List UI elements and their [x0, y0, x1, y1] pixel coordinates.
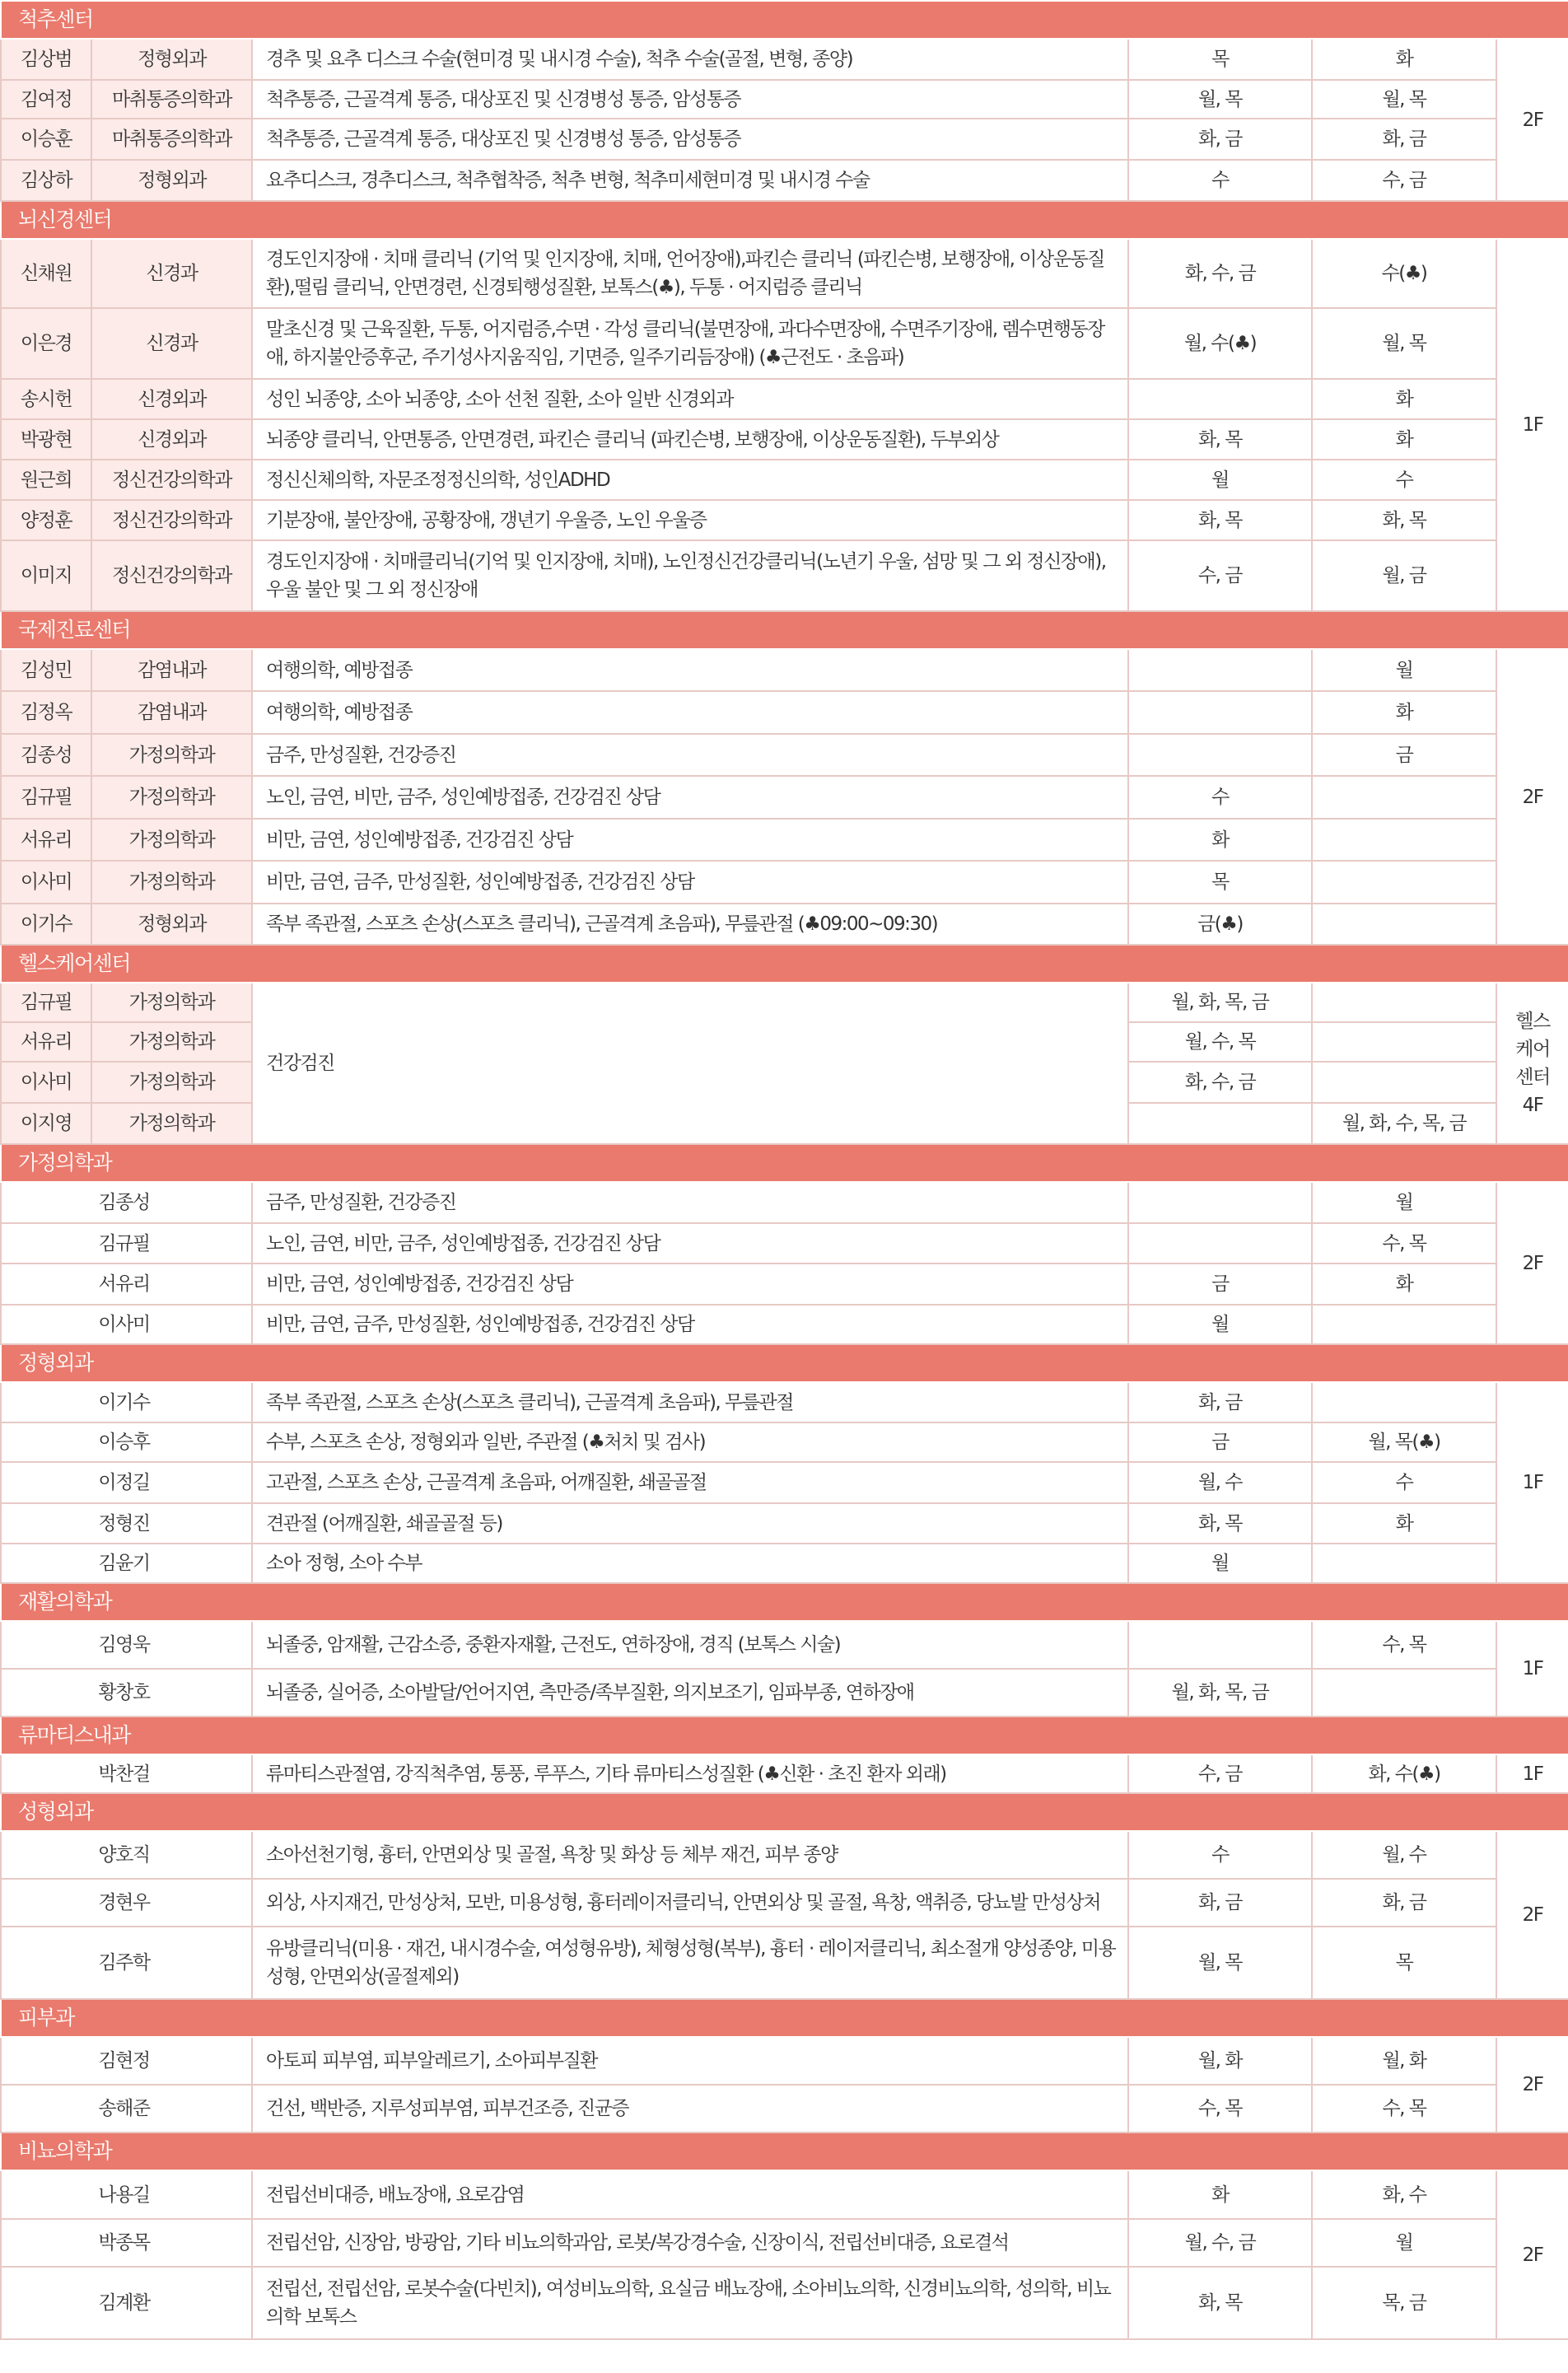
doctor-name: 김정옥 — [1, 691, 91, 734]
am-days: 금 — [1128, 1422, 1312, 1462]
am-days: 월, 수(♣) — [1128, 308, 1312, 379]
section-header-health — [1, 945, 1568, 983]
doctor-row — [1, 861, 1568, 904]
specialty: 뇌종양 클리닉, 안면통증, 안면경련, 파킨슨 클리닉 (파킨슨병, 보행장애, 이상운동질환), 두부외상 — [252, 419, 1128, 460]
pm-days: 월, 목 — [1312, 80, 1496, 119]
floor-label: 2F — [1496, 1182, 1568, 1344]
doctor-row — [1, 80, 1568, 119]
doctor-name: 양호직 — [1, 1831, 252, 1879]
pm-days: 월 — [1312, 2219, 1496, 2267]
doctor-row — [1, 1879, 1568, 1927]
specialty: 고관절, 스포츠 손상, 근골격계 초음파, 어깨질환, 쇄골골절 — [252, 1462, 1128, 1503]
department: 마취통증의학과 — [91, 119, 252, 160]
doctor-row — [1, 1544, 1568, 1583]
pm-days — [1312, 1022, 1496, 1062]
pm-days: 화 — [1312, 1264, 1496, 1305]
pm-days — [1312, 1669, 1496, 1717]
doctor-row — [1, 1264, 1568, 1305]
pm-days: 월 — [1312, 1182, 1496, 1223]
am-days — [1128, 1223, 1312, 1264]
doctor-row — [1, 691, 1568, 734]
specialty: 요추디스크, 경추디스크, 척추협착증, 척추 변형, 척추미세현미경 및 내시경 수술 — [252, 160, 1128, 201]
specialty: 소아선천기형, 흉터, 안면외상 및 골절, 욕창 및 화상 등 체부 재건, 피부 종양 — [252, 1831, 1128, 1879]
department: 가정의학과 — [91, 983, 252, 1022]
pm-days: 월, 목 — [1312, 308, 1496, 379]
am-days: 화, 목 — [1128, 2267, 1312, 2339]
pm-days: 수, 목 — [1312, 2085, 1496, 2132]
section-header-family — [1, 1144, 1568, 1182]
specialty: 외상, 사지재건, 만성상처, 모반, 미용성형, 흉터레이저클리닉, 안면외상 및 골절, 욕창, 액취증, 당뇨발 만성상처 — [252, 1879, 1128, 1927]
am-days: 화, 목 — [1128, 500, 1312, 540]
pm-days: 화 — [1312, 1503, 1496, 1544]
section-header-derm — [1, 1999, 1568, 2037]
pm-days: 수 — [1312, 1462, 1496, 1503]
doctor-name: 김영욱 — [1, 1621, 252, 1669]
section-title: 헬스케어센터 — [1, 945, 1568, 983]
doctor-row — [1, 1621, 1568, 1669]
specialty: 척추통증, 근골격계 통증, 대상포진 및 신경병성 통증, 암성통증 — [252, 80, 1128, 119]
specialty: 기분장애, 불안장애, 공황장애, 갱년기 우울증, 노인 우울증 — [252, 500, 1128, 540]
am-days — [1128, 379, 1312, 419]
doctor-name: 김종성 — [1, 734, 91, 776]
department: 감염내과 — [91, 649, 252, 691]
doctor-name: 원근희 — [1, 460, 91, 500]
section-title: 뇌신경센터 — [1, 201, 1568, 239]
doctor-name: 양정훈 — [1, 500, 91, 540]
section-header-uro — [1, 2132, 1568, 2170]
doctor-name: 박광현 — [1, 419, 91, 460]
am-days: 화 — [1128, 819, 1312, 861]
floor-label-line: 센터 — [1515, 1067, 1550, 1088]
specialty: 견관절 (어깨질환, 쇄골골절 등) — [252, 1503, 1128, 1544]
specialty: 비만, 금연, 성인예방접종, 건강검진 상담 — [252, 1264, 1128, 1305]
department: 신경과 — [91, 239, 252, 308]
pm-days: 화, 수(♣) — [1312, 1754, 1496, 1793]
am-days — [1128, 1621, 1312, 1669]
pm-days: 수, 목 — [1312, 1223, 1496, 1264]
department: 마취통증의학과 — [91, 80, 252, 119]
department: 가정의학과 — [91, 1062, 252, 1103]
doctor-row — [1, 1927, 1568, 1999]
doctor-name: 이사미 — [1, 1305, 252, 1344]
specialty: 유방클리닉(미용 · 재건, 내시경수술, 여성형유방), 체형성형(복부), 흉터 · 레이저클리닉, 최소절개 양성종양, 미용성형, 안면외상(골절제외) — [252, 1927, 1128, 1999]
doctor-row — [1, 460, 1568, 500]
specialty: 정신신체의학, 자문조정정신의학, 성인ADHD — [252, 460, 1128, 500]
am-days: 월, 수, 목 — [1128, 1022, 1312, 1062]
am-days: 수 — [1128, 160, 1312, 201]
pm-days: 화 — [1312, 691, 1496, 734]
doctor-row — [1, 819, 1568, 861]
am-days: 수, 목 — [1128, 2085, 1312, 2132]
department: 가정의학과 — [91, 1022, 252, 1062]
doctor-row — [1, 119, 1568, 160]
doctor-name: 이정길 — [1, 1462, 252, 1503]
specialty: 족부 족관절, 스포츠 손상(스포츠 클리닉), 근골격계 초음파), 무릎관절 — [252, 1382, 1128, 1422]
doctor-row — [1, 160, 1568, 201]
doctor-name: 김규필 — [1, 983, 91, 1022]
specialty: 건선, 백반증, 지루성피부염, 피부건조증, 진균증 — [252, 2085, 1128, 2132]
am-days: 화, 수, 금 — [1128, 239, 1312, 308]
specialty: 전립선비대증, 배뇨장애, 요로감염 — [252, 2170, 1128, 2219]
doctor-row — [1, 1669, 1568, 1717]
pm-days: 화, 수 — [1312, 2170, 1496, 2219]
specialty: 비만, 금연, 성인예방접종, 건강검진 상담 — [252, 819, 1128, 861]
section-header-plastic — [1, 1793, 1568, 1831]
pm-days: 화 — [1312, 39, 1496, 80]
am-days: 월, 수 — [1128, 1462, 1312, 1503]
specialty: 건강검진 — [252, 983, 1128, 1144]
pm-days — [1312, 1544, 1496, 1583]
specialty: 족부 족관절, 스포츠 손상(스포츠 클리닉), 근골격계 초음파), 무릎관절 (♣09:00~09:30) — [252, 904, 1128, 945]
doctor-row — [1, 983, 1568, 1022]
specialty: 수부, 스포츠 손상, 정형외과 일반, 주관절 (♣처치 및 검사) — [252, 1422, 1128, 1462]
am-days: 화, 금 — [1128, 1879, 1312, 1927]
pm-days — [1312, 776, 1496, 819]
am-days: 월 — [1128, 460, 1312, 500]
doctor-name: 김윤기 — [1, 1544, 252, 1583]
doctor-row — [1, 776, 1568, 819]
specialty: 경추 및 요추 디스크 수술(현미경 및 내시경 수술), 척추 수술(골절, 변형, 종양) — [252, 39, 1128, 80]
section-header-ortho — [1, 1344, 1568, 1382]
floor-label: 1F — [1496, 1621, 1568, 1717]
doctor-row — [1, 2219, 1568, 2267]
doctor-name: 김성민 — [1, 649, 91, 691]
am-days — [1128, 1182, 1312, 1223]
doctor-name: 이기수 — [1, 904, 91, 945]
doctor-name: 이사미 — [1, 1062, 91, 1103]
specialty: 여행의학, 예방접종 — [252, 649, 1128, 691]
section-header-intl — [1, 611, 1568, 649]
specialty: 소아 정형, 소아 수부 — [252, 1544, 1128, 1583]
specialty: 전립선암, 신장암, 방광암, 기타 비뇨의학과암, 로봇/복강경수술, 신장이식, 전립선비대증, 요로결석 — [252, 2219, 1128, 2267]
doctor-name: 서유리 — [1, 819, 91, 861]
am-days: 수 — [1128, 776, 1312, 819]
floor-label-line: 헬스 — [1515, 1011, 1550, 1032]
doctor-name: 이승훈 — [1, 119, 91, 160]
specialty: 류마티스관절염, 강직척추염, 통풍, 루푸스, 기타 류마티스성질환 (♣신환 · 초진 환자 외래) — [252, 1754, 1128, 1793]
floor-label: 2F — [1496, 39, 1568, 201]
pm-days — [1312, 1305, 1496, 1344]
doctor-name: 이은경 — [1, 308, 91, 379]
doctor-row — [1, 1223, 1568, 1264]
doctor-name: 김규필 — [1, 1223, 252, 1264]
am-days: 월, 화, 목, 금 — [1128, 983, 1312, 1022]
doctor-row — [1, 239, 1568, 308]
am-days — [1128, 1103, 1312, 1144]
am-days: 목 — [1128, 861, 1312, 904]
doctor-row — [1, 904, 1568, 945]
doctor-row — [1, 734, 1568, 776]
pm-days — [1312, 1062, 1496, 1103]
doctor-row — [1, 1831, 1568, 1879]
section-title: 가정의학과 — [1, 1144, 1568, 1182]
department: 정형외과 — [91, 160, 252, 201]
pm-days — [1312, 861, 1496, 904]
doctor-row — [1, 1182, 1568, 1223]
am-days: 화, 금 — [1128, 119, 1312, 160]
doctor-row — [1, 379, 1568, 419]
department: 감염내과 — [91, 691, 252, 734]
am-days: 월, 목 — [1128, 80, 1312, 119]
specialty: 노인, 금연, 비만, 금주, 성인예방접종, 건강검진 상담 — [252, 1223, 1128, 1264]
department: 가정의학과 — [91, 1103, 252, 1144]
section-title: 비뇨의학과 — [1, 2132, 1568, 2170]
am-days: 목 — [1128, 39, 1312, 80]
pm-days: 화 — [1312, 379, 1496, 419]
specialty: 금주, 만성질환, 건강증진 — [252, 734, 1128, 776]
pm-days: 수(♣) — [1312, 239, 1496, 308]
am-days: 화, 목 — [1128, 419, 1312, 460]
doctor-row — [1, 1503, 1568, 1544]
doctor-name: 서유리 — [1, 1022, 91, 1062]
pm-days: 화, 목 — [1312, 500, 1496, 540]
doctor-name: 나용길 — [1, 2170, 252, 2219]
doctor-name: 송해준 — [1, 2085, 252, 2132]
pm-days: 수, 금 — [1312, 160, 1496, 201]
am-days: 월, 수, 금 — [1128, 2219, 1312, 2267]
department: 정형외과 — [91, 39, 252, 80]
doctor-name: 김여정 — [1, 80, 91, 119]
doctor-row — [1, 2170, 1568, 2219]
doctor-name: 김현정 — [1, 2037, 252, 2085]
doctor-name: 이기수 — [1, 1382, 252, 1422]
pm-days: 수, 목 — [1312, 1621, 1496, 1669]
specialty: 비만, 금연, 금주, 만성질환, 성인예방접종, 건강검진 상담 — [252, 861, 1128, 904]
doctor-row — [1, 540, 1568, 611]
pm-days — [1312, 983, 1496, 1022]
am-days: 화, 수, 금 — [1128, 1062, 1312, 1103]
am-days — [1128, 649, 1312, 691]
specialty: 경도인지장애 · 치매 클리닉 (기억 및 인지장애, 치매, 언어장애),파킨슨 클리닉 (파킨슨병, 보행장애, 이상운동질환),떨림 클리닉, 안면경련, 신경퇴행성질환, 보톡스(♣), 두통 · 어지럼증 클리닉 — [252, 239, 1128, 308]
floor-label-line: 케어 — [1515, 1039, 1550, 1060]
floor-label: 1F — [1496, 239, 1568, 611]
section-title: 류마티스내과 — [1, 1717, 1568, 1754]
section-header-neuro — [1, 201, 1568, 239]
specialty: 비만, 금연, 금주, 만성질환, 성인예방접종, 건강검진 상담 — [252, 1305, 1128, 1344]
department: 신경외과 — [91, 419, 252, 460]
pm-days — [1312, 819, 1496, 861]
pm-days: 화, 금 — [1312, 1879, 1496, 1927]
doctor-row — [1, 1422, 1568, 1462]
specialty: 뇌졸중, 암재활, 근감소증, 중환자재활, 근전도, 연하장애, 경직 (보톡스 시술) — [252, 1621, 1128, 1669]
specialty: 성인 뇌종양, 소아 뇌종양, 소아 선천 질환, 소아 일반 신경외과 — [252, 379, 1128, 419]
schedule-body — [1, 1, 1568, 2339]
doctor-name: 김계환 — [1, 2267, 252, 2339]
am-days: 금(♣) — [1128, 904, 1312, 945]
floor-label: 1F — [1496, 1382, 1568, 1583]
am-days: 화, 목 — [1128, 1503, 1312, 1544]
specialty: 경도인지장애 · 치매클리닉(기억 및 인지장애, 치매), 노인정신건강클리닉(노년기 우울, 섬망 및 그 외 정신장애), 우울 불안 및 그 외 정신장애 — [252, 540, 1128, 611]
pm-days: 수 — [1312, 460, 1496, 500]
am-days: 월 — [1128, 1544, 1312, 1583]
doctor-name: 이승후 — [1, 1422, 252, 1462]
pm-days — [1312, 1382, 1496, 1422]
pm-days: 금 — [1312, 734, 1496, 776]
specialty: 금주, 만성질환, 건강증진 — [252, 1182, 1128, 1223]
doctor-row — [1, 2037, 1568, 2085]
department: 정신건강의학과 — [91, 460, 252, 500]
doctor-row — [1, 1462, 1568, 1503]
section-title: 재활의학과 — [1, 1583, 1568, 1621]
pm-days: 월, 화 — [1312, 2037, 1496, 2085]
floor-label: 2F — [1496, 2037, 1568, 2132]
doctor-name: 서유리 — [1, 1264, 252, 1305]
section-title: 척추센터 — [1, 1, 1568, 39]
doctor-name: 김규필 — [1, 776, 91, 819]
doctor-name: 김상범 — [1, 39, 91, 80]
specialty: 아토피 피부염, 피부알레르기, 소아피부질환 — [252, 2037, 1128, 2085]
pm-days: 월 — [1312, 649, 1496, 691]
department: 가정의학과 — [91, 861, 252, 904]
floor-label: 2F — [1496, 649, 1568, 945]
doctor-row — [1, 500, 1568, 540]
section-title: 성형외과 — [1, 1793, 1568, 1831]
am-days: 월, 화 — [1128, 2037, 1312, 2085]
floor-label: 1F — [1496, 1754, 1568, 1793]
pm-days: 화, 금 — [1312, 119, 1496, 160]
specialty: 말초신경 및 근육질환, 두통, 어지럼증,수면 · 각성 클리닉(불면장애, 과다수면장애, 수면주기장애, 렘수면행동장애, 하지불안증후군, 주기성사지움직임, 기면증, 일주기리듬장애) (♣근전도 · 초음파) — [252, 308, 1128, 379]
doctor-row — [1, 1754, 1568, 1793]
section-title: 피부과 — [1, 1999, 1568, 2037]
department: 정형외과 — [91, 904, 252, 945]
doctor-name: 송시헌 — [1, 379, 91, 419]
doctor-row — [1, 1305, 1568, 1344]
pm-days: 월, 금 — [1312, 540, 1496, 611]
doctor-name: 김주학 — [1, 1927, 252, 1999]
section-title: 정형외과 — [1, 1344, 1568, 1382]
doctor-name: 김상하 — [1, 160, 91, 201]
section-header-spine — [1, 1, 1568, 39]
specialty: 여행의학, 예방접종 — [252, 691, 1128, 734]
floor-label: 2F — [1496, 1831, 1568, 1999]
department: 정신건강의학과 — [91, 540, 252, 611]
am-days: 화 — [1128, 2170, 1312, 2219]
pm-days: 화 — [1312, 419, 1496, 460]
doctor-row — [1, 2085, 1568, 2132]
am-days: 수 — [1128, 1831, 1312, 1879]
doctor-row — [1, 1382, 1568, 1422]
floor-label-line: 4F — [1522, 1095, 1543, 1116]
specialty: 노인, 금연, 비만, 금주, 성인예방접종, 건강검진 상담 — [252, 776, 1128, 819]
doctor-name: 박종목 — [1, 2219, 252, 2267]
floor-label: 2F — [1496, 2170, 1568, 2339]
doctor-name: 경현우 — [1, 1879, 252, 1927]
pm-days: 목, 금 — [1312, 2267, 1496, 2339]
am-days: 수, 금 — [1128, 540, 1312, 611]
am-days: 월 — [1128, 1305, 1312, 1344]
am-days: 화, 금 — [1128, 1382, 1312, 1422]
section-header-rheum — [1, 1717, 1568, 1754]
specialty: 뇌졸중, 실어증, 소아발달/언어지연, 측만증/족부질환, 의지보조기, 임파부종, 연하장애 — [252, 1669, 1128, 1717]
doctor-name: 이사미 — [1, 861, 91, 904]
department: 신경외과 — [91, 379, 252, 419]
pm-days: 월, 화, 수, 목, 금 — [1312, 1103, 1496, 1144]
am-days — [1128, 691, 1312, 734]
doctor-name: 이지영 — [1, 1103, 91, 1144]
section-header-rehab — [1, 1583, 1568, 1621]
doctor-name: 신채원 — [1, 239, 91, 308]
doctor-name: 김종성 — [1, 1182, 252, 1223]
pm-days: 월, 수 — [1312, 1831, 1496, 1879]
doctor-name: 황창호 — [1, 1669, 252, 1717]
specialty: 척추통증, 근골격계 통증, 대상포진 및 신경병성 통증, 암성통증 — [252, 119, 1128, 160]
am-days: 월, 목 — [1128, 1927, 1312, 1999]
doctor-row — [1, 419, 1568, 460]
section-title: 국제진료센터 — [1, 611, 1568, 649]
specialty: 전립선, 전립선암, 로봇수술(다빈치), 여성비뇨의학, 요실금 배뇨장애, 소아비뇨의학, 신경비뇨의학, 성의학, 비뇨의학 보톡스 — [252, 2267, 1128, 2339]
pm-days — [1312, 904, 1496, 945]
department: 정신건강의학과 — [91, 500, 252, 540]
doctor-row — [1, 2267, 1568, 2339]
am-days: 금 — [1128, 1264, 1312, 1305]
am-days: 월, 화, 목, 금 — [1128, 1669, 1312, 1717]
doctor-row — [1, 308, 1568, 379]
pm-days: 목 — [1312, 1927, 1496, 1999]
department: 가정의학과 — [91, 819, 252, 861]
pm-days: 월, 목(♣) — [1312, 1422, 1496, 1462]
am-days: 수, 금 — [1128, 1754, 1312, 1793]
department: 가정의학과 — [91, 734, 252, 776]
doctor-row — [1, 649, 1568, 691]
doctor-name: 박찬걸 — [1, 1754, 252, 1793]
department: 가정의학과 — [91, 776, 252, 819]
doctor-row — [1, 39, 1568, 80]
doctor-name: 이미지 — [1, 540, 91, 611]
am-days — [1128, 734, 1312, 776]
department: 신경과 — [91, 308, 252, 379]
floor-label — [1496, 983, 1568, 1144]
doctor-name: 정형진 — [1, 1503, 252, 1544]
